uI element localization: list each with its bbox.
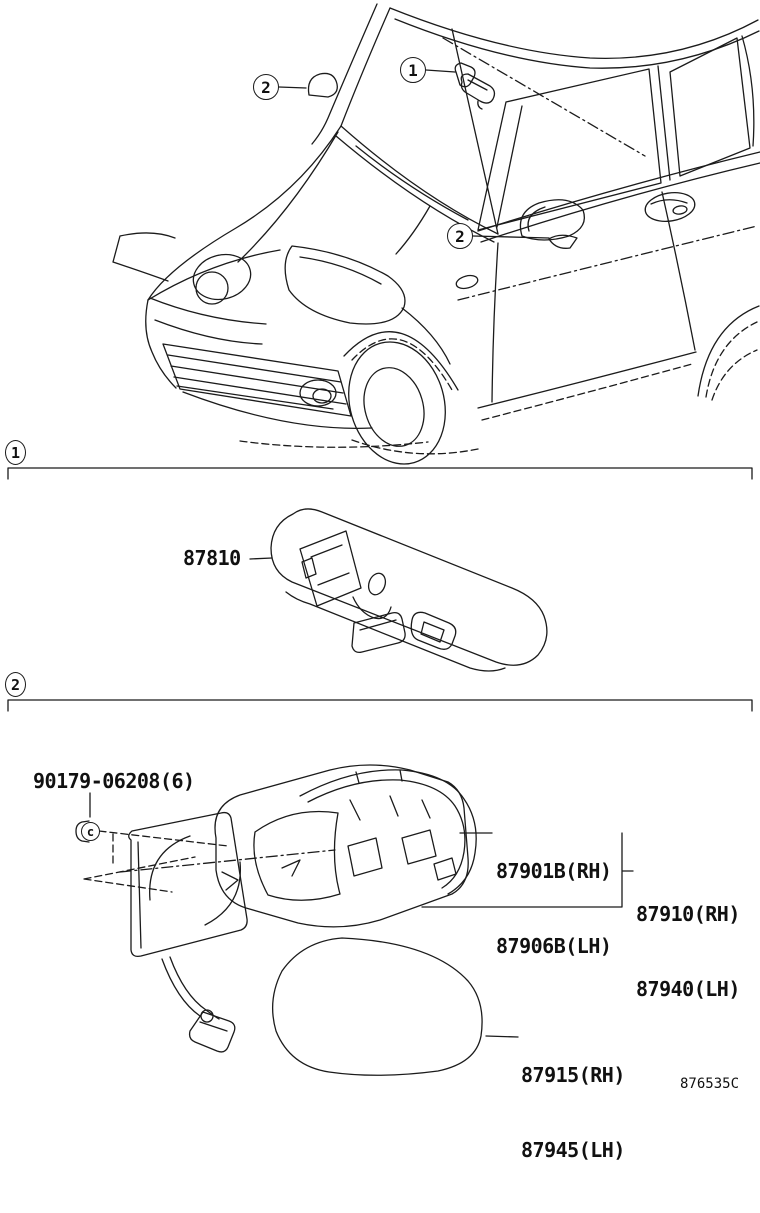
part-label-screw[interactable]: 90179-06208(6) (33, 769, 195, 793)
callout-outer-mirror-side[interactable]: 2 (447, 223, 473, 249)
section-divider-1 (8, 468, 752, 479)
leader-glass (486, 1036, 518, 1037)
part-label-glass[interactable] (521, 1013, 625, 1213)
part-label-outer-mirror-assy[interactable] (636, 852, 740, 1052)
section-1-badge[interactable]: 1 (5, 440, 26, 465)
part-label-outer-cover-rh[interactable]: 87901B(RH) (496, 859, 612, 883)
part-label-outer-mirror-rh[interactable]: 87910(RH) (636, 902, 740, 926)
leader-callout-1 (426, 70, 455, 72)
part-label-glass-lh[interactable]: 87945(LH) (521, 1138, 625, 1162)
car-drawing (113, 4, 760, 476)
inner-mirror-drawing (250, 509, 547, 671)
section-divider-2 (8, 700, 752, 711)
callout-outer-mirror-top[interactable]: 2 (253, 74, 279, 100)
leader-87810 (250, 558, 272, 559)
fastener-mark-c: c (81, 822, 100, 841)
part-label-glass-rh[interactable]: 87915(RH) (521, 1063, 625, 1087)
part-label-inner-mirror[interactable]: 87810 (183, 546, 241, 570)
part-label-outer-mirror-lh[interactable]: 87940(LH) (636, 977, 740, 1001)
callout-inner-mirror[interactable]: 1 (400, 57, 426, 83)
part-label-outer-cover[interactable] (496, 809, 611, 1009)
leader-callout-2-top (279, 87, 306, 88)
part-label-outer-cover-lh[interactable]: 87906B(LH) (496, 934, 612, 958)
section-2-badge[interactable]: 2 (5, 672, 26, 697)
diagram-code: 876535C (680, 1076, 740, 1092)
